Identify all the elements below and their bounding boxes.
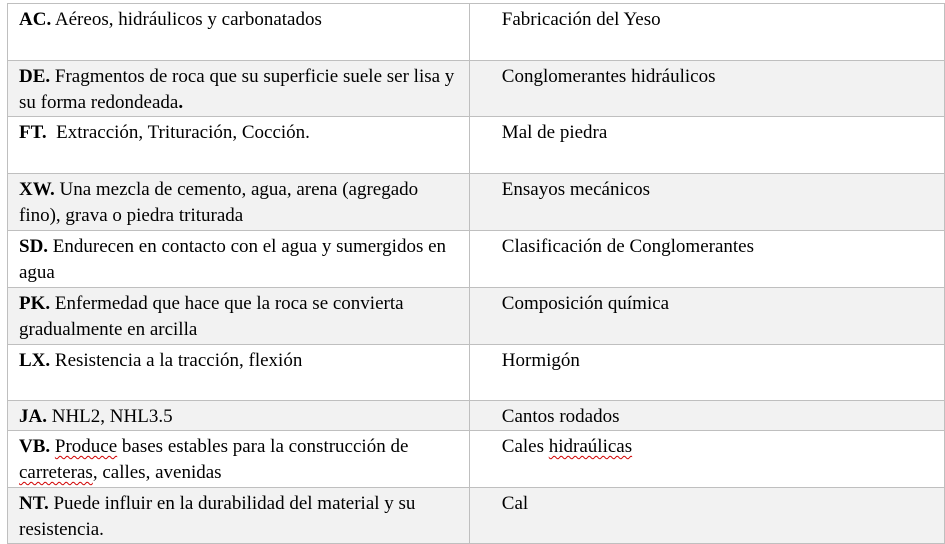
left-cell bbox=[8, 174, 470, 231]
left-cell bbox=[8, 231, 470, 288]
row-description-end: , calles, avenidas bbox=[92, 462, 222, 483]
row-code: XW. bbox=[19, 179, 55, 200]
table-row bbox=[8, 117, 945, 174]
left-cell bbox=[8, 345, 470, 401]
row-code: SD. bbox=[19, 236, 49, 257]
right-cell bbox=[469, 488, 944, 544]
row-concept: Fabricación del Yeso bbox=[501, 9, 661, 30]
left-cell bbox=[8, 288, 470, 345]
row-description: Extracción, Trituración, Cocción. bbox=[46, 122, 310, 143]
row-description: Enfermedad que hace que la roca se convierta gradualmente en arcilla bbox=[19, 293, 404, 340]
row-tail: . bbox=[178, 92, 184, 113]
table-row bbox=[8, 61, 945, 117]
table-row bbox=[8, 345, 945, 401]
table-row bbox=[8, 488, 945, 544]
row-code: PK. bbox=[19, 293, 51, 314]
spellcheck-word: hidraúlicas bbox=[548, 436, 633, 457]
row-code: JA. bbox=[19, 406, 47, 427]
row-code: VB. bbox=[19, 436, 51, 457]
table-row bbox=[8, 401, 945, 431]
left-cell bbox=[8, 4, 470, 61]
row-description: NHL2, NHL3.5 bbox=[46, 406, 173, 427]
row-description: Aéreos, hidráulicos y carbonatados bbox=[51, 9, 322, 30]
right-cell bbox=[469, 61, 944, 117]
right-cell bbox=[469, 231, 944, 288]
matching-table bbox=[7, 3, 945, 544]
row-code: FT. bbox=[19, 122, 47, 143]
right-cell bbox=[469, 288, 944, 345]
row-concept: Conglomerantes hidráulicos bbox=[501, 66, 716, 87]
row-description-cont: bases estables para la construcción de bbox=[117, 436, 409, 457]
left-cell bbox=[8, 61, 470, 117]
right-cell bbox=[469, 345, 944, 401]
right-cell bbox=[469, 431, 944, 488]
row-description: Resistencia a la tracción, flexión bbox=[50, 350, 303, 371]
row-concept: Clasificación de Conglomerantes bbox=[501, 236, 755, 257]
left-cell bbox=[8, 431, 470, 488]
row-description: Fragmentos de roca que su superficie suele ser lisa y su forma redondeada bbox=[19, 66, 455, 113]
row-code: LX. bbox=[19, 350, 51, 371]
row-description: Puede influir en la durabilidad del material y su resistencia. bbox=[19, 493, 416, 540]
right-cell bbox=[469, 401, 944, 431]
table-row bbox=[8, 231, 945, 288]
row-description: Una mezcla de cemento, agua, arena (agregado fino), grava o piedra triturada bbox=[19, 179, 419, 226]
right-cell bbox=[469, 174, 944, 231]
right-cell bbox=[469, 4, 944, 61]
left-cell bbox=[8, 488, 470, 544]
row-code: DE. bbox=[19, 66, 51, 87]
left-cell bbox=[8, 401, 470, 431]
left-cell bbox=[8, 117, 470, 174]
row-concept: Mal de piedra bbox=[501, 122, 608, 143]
row-description: Endurecen en contacto con el agua y sumergidos en agua bbox=[19, 236, 447, 283]
spellcheck-word: Produce bbox=[54, 436, 118, 457]
table-row bbox=[8, 4, 945, 61]
table-row bbox=[8, 174, 945, 231]
row-concept: Cal bbox=[501, 493, 529, 514]
table-row bbox=[8, 431, 945, 488]
table-row bbox=[8, 288, 945, 345]
row-concept: Cantos rodados bbox=[501, 406, 620, 427]
row-code: AC. bbox=[19, 9, 52, 30]
row-concept: Composición química bbox=[501, 293, 670, 314]
spellcheck-word: carreteras bbox=[19, 462, 93, 483]
row-concept: Ensayos mecánicos bbox=[501, 179, 651, 200]
right-cell bbox=[469, 117, 944, 174]
row-concept: Hormigón bbox=[501, 350, 580, 371]
row-code: NT. bbox=[19, 493, 49, 514]
row-concept: Cales bbox=[501, 436, 549, 457]
